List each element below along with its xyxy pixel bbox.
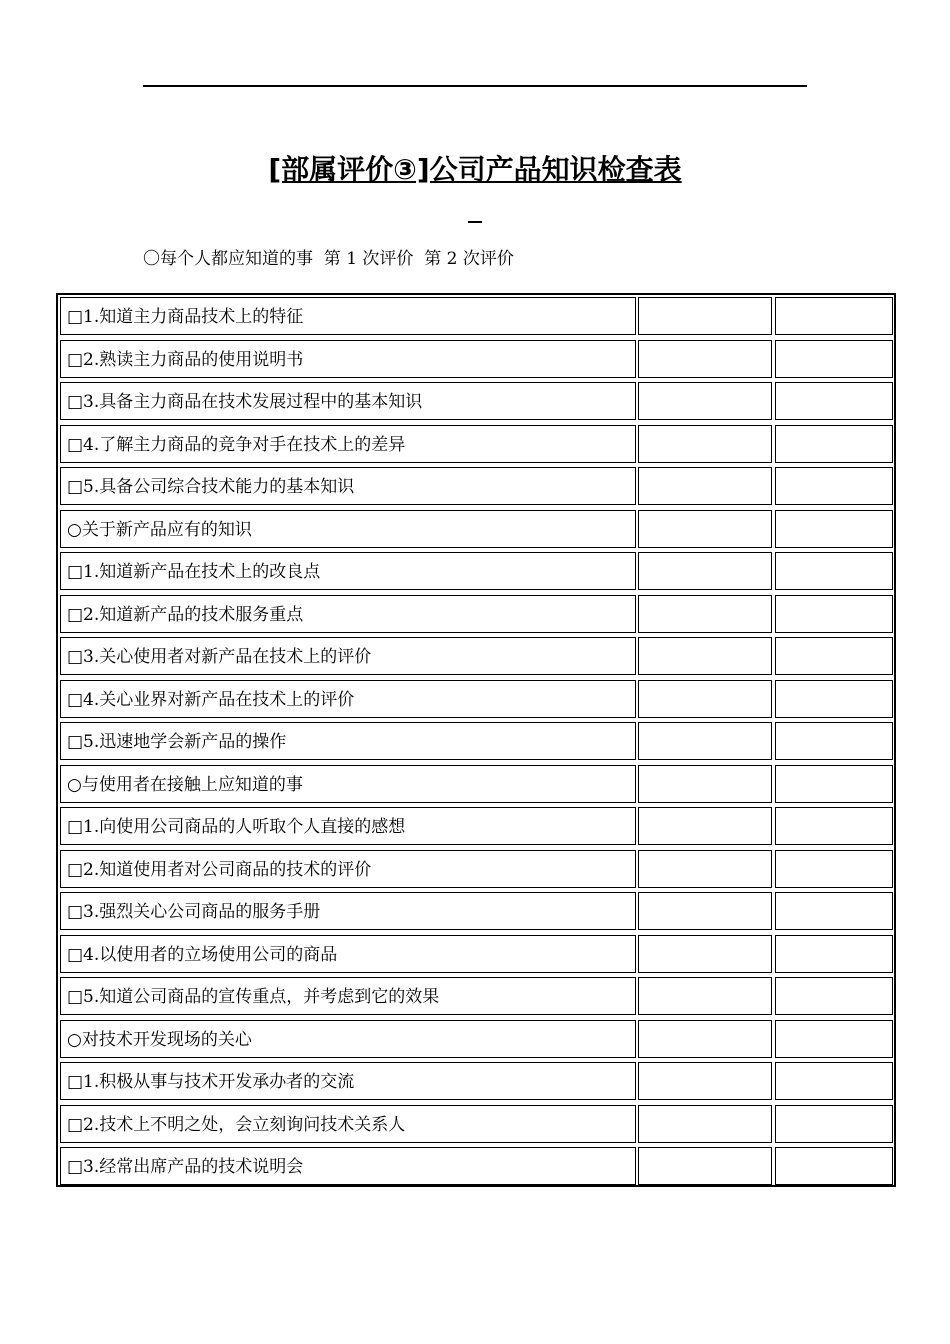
checklist-item: □1.知道新产品在技术上的改良点 (60, 552, 636, 590)
checklist-item: □5.迅速地学会新产品的操作 (60, 722, 636, 760)
table-row (58, 763, 894, 806)
evaluation-header: 〇每个人都应知道的事 第 1 次评价 第 2 次评价 (143, 249, 514, 269)
checklist-item: □3.经常出席产品的技术说明会 (60, 1147, 636, 1185)
first-evaluation-cell[interactable] (638, 1020, 772, 1058)
table-row (58, 1145, 894, 1188)
second-evaluation-cell[interactable] (775, 680, 893, 718)
second-evaluation-cell[interactable] (775, 807, 893, 845)
table-row (58, 338, 894, 381)
checklist-item: □4.了解主力商品的竞争对手在技术上的差异 (60, 425, 636, 463)
first-evaluation-cell[interactable] (638, 595, 772, 633)
first-evaluation-cell[interactable] (638, 552, 772, 590)
second-evaluation-cell[interactable] (775, 1062, 893, 1100)
table-row (58, 465, 894, 508)
table-row (58, 508, 894, 551)
checklist-item: □1.知道主力商品技术上的特征 (60, 297, 636, 335)
checklist-item: □3.具备主力商品在技术发展过程中的基本知识 (60, 382, 636, 420)
first-evaluation-cell[interactable] (638, 1147, 772, 1185)
checklist-item: ○与使用者在接触上应知道的事 (60, 765, 636, 803)
second-evaluation-cell[interactable] (775, 297, 893, 335)
checklist-item: □2.熟读主力商品的使用说明书 (60, 340, 636, 378)
checklist-item: □4.关心业界对新产品在技术上的评价 (60, 680, 636, 718)
table-row (58, 635, 894, 678)
second-evaluation-cell[interactable] (775, 1147, 893, 1185)
first-evaluation-cell[interactable] (638, 1105, 772, 1143)
checklist-item: □1.向使用公司商品的人听取个人直接的感想 (60, 807, 636, 845)
second-evaluation-cell[interactable] (775, 722, 893, 760)
table-row (58, 975, 894, 1018)
first-evaluation-cell[interactable] (638, 850, 772, 888)
document-title: [部属评价③]公司产品知识检查表 (268, 153, 682, 186)
table-row (58, 1103, 894, 1146)
second-evaluation-cell[interactable] (775, 510, 893, 548)
second-evaluation-cell[interactable] (775, 765, 893, 803)
checklist-item: □2.知道使用者对公司商品的技术的评价 (60, 850, 636, 888)
second-evaluation-cell[interactable] (775, 595, 893, 633)
first-evaluation-cell[interactable] (638, 1062, 772, 1100)
table-row (58, 380, 894, 423)
table-row (58, 1060, 894, 1103)
table-row (58, 550, 894, 593)
table-row (58, 593, 894, 636)
checklist-item: ○关于新产品应有的知识 (60, 510, 636, 548)
first-evaluation-cell[interactable] (638, 807, 772, 845)
first-evaluation-cell[interactable] (638, 892, 772, 930)
second-evaluation-cell[interactable] (775, 425, 893, 463)
second-evaluation-cell[interactable] (775, 467, 893, 505)
checklist-table (56, 293, 896, 1187)
first-evaluation-cell[interactable] (638, 935, 772, 973)
table-row (58, 933, 894, 976)
first-evaluation-cell[interactable] (638, 382, 772, 420)
table-row (58, 678, 894, 721)
first-evaluation-cell[interactable] (638, 680, 772, 718)
checklist-item: □2.技术上不明之处，会立刻询问技术关系人 (60, 1105, 636, 1143)
second-evaluation-cell[interactable] (775, 977, 893, 1015)
second-evaluation-cell[interactable] (775, 935, 893, 973)
checklist-item: □5.具备公司综合技术能力的基本知识 (60, 467, 636, 505)
checklist-item: ○对技术开发现场的关心 (60, 1020, 636, 1058)
table-row (58, 295, 894, 338)
table-row (58, 423, 894, 466)
first-evaluation-cell[interactable] (638, 765, 772, 803)
title-dash (468, 221, 482, 223)
second-evaluation-cell[interactable] (775, 552, 893, 590)
first-evaluation-cell[interactable] (638, 637, 772, 675)
table-row (58, 720, 894, 763)
second-evaluation-cell[interactable] (775, 850, 893, 888)
checklist-item: □4.以使用者的立场使用公司的商品 (60, 935, 636, 973)
table-row (58, 805, 894, 848)
checklist-item: □5.知道公司商品的宣传重点，并考虑到它的效果 (60, 977, 636, 1015)
second-evaluation-cell[interactable] (775, 1105, 893, 1143)
second-evaluation-cell[interactable] (775, 637, 893, 675)
table-row (58, 1018, 894, 1061)
first-evaluation-cell[interactable] (638, 722, 772, 760)
table-row (58, 890, 894, 933)
first-evaluation-cell[interactable] (638, 977, 772, 1015)
first-evaluation-cell[interactable] (638, 467, 772, 505)
second-evaluation-cell[interactable] (775, 1020, 893, 1058)
checklist-item: □1.积极从事与技术开发承办者的交流 (60, 1062, 636, 1100)
table-row (58, 848, 894, 891)
first-evaluation-cell[interactable] (638, 425, 772, 463)
first-evaluation-cell[interactable] (638, 297, 772, 335)
top-rule (143, 85, 807, 87)
first-evaluation-cell[interactable] (638, 510, 772, 548)
second-evaluation-cell[interactable] (775, 892, 893, 930)
first-evaluation-cell[interactable] (638, 340, 772, 378)
checklist-item: □3.关心使用者对新产品在技术上的评价 (60, 637, 636, 675)
checklist-item: □3.强烈关心公司商品的服务手册 (60, 892, 636, 930)
second-evaluation-cell[interactable] (775, 340, 893, 378)
second-evaluation-cell[interactable] (775, 382, 893, 420)
checklist-item: □2.知道新产品的技术服务重点 (60, 595, 636, 633)
